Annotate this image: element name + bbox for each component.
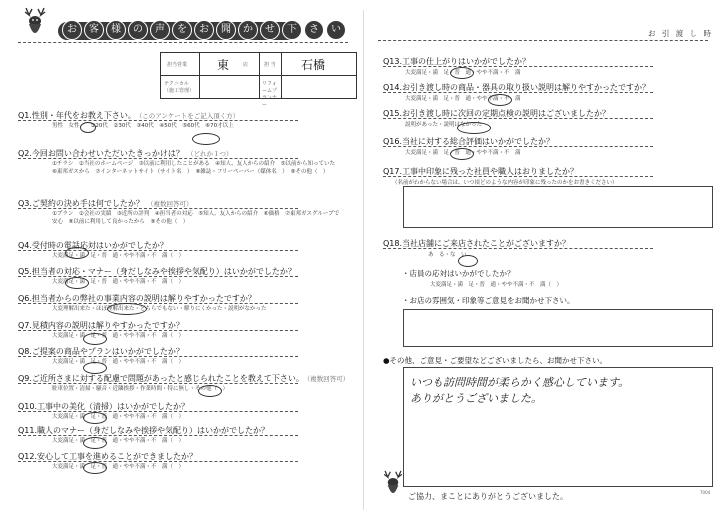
answer-circle — [192, 133, 220, 145]
q9-label: Q9.ご近所さまに対する配慮で問題があったと感じられたことを教えて下さい。 — [18, 374, 304, 383]
design-label: 担 当 — [264, 62, 276, 68]
q4-label: Q4.受付時の電話応対はいかがでしたか？ — [18, 241, 168, 250]
store-atmosphere-question: ・お店の雰囲気・印象等ご意見をお聞かせ下さい。 — [402, 296, 575, 305]
sales-label: 担当営業 — [167, 62, 188, 68]
question-rule — [18, 411, 298, 412]
handwritten-comment-line2: ありがとうございました。 — [410, 392, 542, 405]
q14-question: Q14.お引き渡し時の商品・器具の取り扱い説明は解りやすかったですか？ — [383, 83, 651, 92]
title-char: 聞 — [216, 20, 236, 40]
question-rule — [383, 66, 653, 67]
question-rule — [18, 120, 298, 121]
handover-label: お 引 渡 し 時 — [648, 29, 714, 38]
q16-options[interactable]: 大変満足・満 足・普 通・やや不満・不 満 — [405, 150, 521, 156]
q6-options[interactable]: 大変理解出来た・ほぼ理解出来た・どちらでもない・解りにくかった・説明がなかった — [52, 306, 267, 312]
q14-options[interactable]: 大変満足・満 足・普 通・やや不満・不 満 — [405, 96, 521, 102]
q2-label: Q2.今回お問い合わせいただいたきっかけは？ — [18, 149, 184, 158]
q3-options[interactable]: ①プラン ②会社の実績 ③近所の評判 ④担当者の対応 ⑤知人、友人からの紹介 ⑥価格 ⑦東邦ガスグループで安心 ⑧以前に利用して良かったから ⑨その他（ ） — [52, 211, 340, 225]
comments-label: ●その他、ご意見・ご要望などございましたら、お聞かせ下さい。 — [383, 356, 608, 365]
q12-label: Q12.安心して工事を進めることができましたか？ — [18, 452, 198, 461]
sales-name: 東 — [217, 58, 230, 72]
q4-options[interactable]: 大変満足・満 足・普 通・やや不満・不 満（ ） — [52, 253, 185, 259]
q7-label: Q7.見積内容の説明は解りやすかったですか？ — [18, 321, 184, 330]
title-char: さ — [304, 20, 324, 40]
q13-question: Q13.工事の仕上がりはいかがでしたか？ — [383, 57, 531, 66]
title-char: お — [62, 20, 82, 40]
answer-circle — [83, 437, 107, 449]
question-rule — [18, 250, 298, 251]
q9-hint: （複数回答可） — [306, 375, 350, 383]
q1-options[interactable]: 男性 女性 ①20代 ②30代 ③40代 ④50代 ⑤60代 ⑥70才以上 — [52, 123, 234, 129]
q16-question: Q16.当社に対する総合評価はいかがでしたか？ — [383, 137, 555, 146]
q2-options[interactable]: ①チラシ ②当社のホームページ ③以前に利用したことがある ④知人、友人からの紹介 ⑤以前から知っていた ⑥東邦ガスから ⑦インターネットサイト（サイト名 ） ⑧雑誌・フリーペーパー（媒体名 ） ⑨その他（ ） — [52, 161, 341, 175]
question-rule — [18, 383, 298, 384]
answer-circle — [450, 67, 474, 79]
planner-label: リフォームプランナー — [262, 81, 278, 108]
q10-options[interactable]: 大変満足・満 足・普 通・やや不満・不 満（ ） — [52, 414, 185, 420]
handwritten-comment-line1: いつも訪問時間が柔らかく感心しています。 — [410, 376, 630, 389]
answer-circle — [457, 122, 491, 134]
deer-logo-icon — [18, 6, 52, 42]
design-name: 石橋 — [301, 58, 326, 72]
q17-answer-box[interactable] — [403, 186, 713, 228]
answer-circle — [458, 255, 478, 267]
header-rule — [18, 42, 348, 43]
question-rule — [383, 146, 653, 147]
q7-options[interactable]: 大変満足・満 足・普 通・やや不満・不 満（ ） — [52, 333, 185, 339]
q1-label: Q1.性別・年代をお教え下さい。 — [18, 111, 136, 120]
q5-label: Q5.担当者の対応・マナー（身だしなみや挨拶や気配り）はいかがでしたか？ — [18, 267, 296, 276]
q1-hint: （このアンケートをご記入頂く方） — [138, 112, 240, 120]
store-service-question: ・店員の応対はいかがでしたか？ — [402, 269, 515, 278]
q15-question: Q15.お引き渡し時に次回の定期点検の説明はございましたか？ — [383, 109, 611, 118]
answer-circle — [83, 333, 107, 345]
title-char: 様 — [106, 20, 126, 40]
tech-label: テクニカル（施工管理） — [164, 81, 195, 94]
header-rule-right — [378, 40, 708, 41]
q5-options[interactable]: 大変満足・満 足・普 通・やや不満・不 満（ ） — [52, 279, 185, 285]
question-rule — [383, 176, 653, 177]
answer-circle — [450, 148, 474, 160]
q3-hint: （複数回答可） — [146, 200, 193, 208]
page-title — [62, 20, 346, 40]
title-char: 声 — [150, 20, 170, 40]
store-atmosphere-box[interactable] — [403, 309, 713, 347]
thanks-message: ご協力、まことにありがとうございました。 — [408, 492, 568, 501]
store-service-options: 大変満足・満 足・普 通・やや不満・不 満（ ） — [430, 282, 563, 288]
q17-options[interactable]: （名前がわからない場合は、いつ頃どのような内容が印象に残ったのかをお書きください） — [392, 180, 618, 186]
question-rule — [18, 461, 298, 462]
answer-circle — [83, 462, 107, 474]
question-rule — [18, 435, 298, 436]
question-rule — [18, 356, 298, 357]
q9-options[interactable]: 駐車位置・清掃・騒音・近隣挨拶・作業時間・特に無し・その他（ ） — [52, 386, 229, 392]
title-char: せ — [260, 20, 280, 40]
q13-options[interactable]: 大変満足・満 足・普 通・やや不満・不 満 — [405, 70, 521, 76]
question-rule — [18, 158, 298, 159]
question-rule — [383, 92, 653, 93]
question-rule — [18, 208, 298, 209]
q6-label: Q6.担当者からの弊社の事業内容の説明は解りやすかったですか？ — [18, 294, 256, 303]
q11-label: Q11.職人のマナー（身だしなみや挨拶や気配り）はいかがでしたか？ — [18, 426, 270, 435]
staff-box — [160, 52, 357, 108]
title-char: 下 — [282, 20, 302, 40]
q17-question: Q17.工事中印象に残った社員や職人はおりましたか？ — [383, 167, 579, 176]
answer-circle — [107, 303, 147, 315]
q10-label: Q10.工事中の美化（清掃）はいかがでしたか？ — [18, 402, 190, 411]
question-rule — [383, 248, 653, 249]
title-char: か — [238, 20, 258, 40]
q15-options[interactable]: 説明があった・説明はなかった — [405, 122, 482, 128]
title-char: 客 — [84, 20, 104, 40]
store-label: 店 — [243, 62, 249, 68]
question-rule — [18, 303, 298, 304]
q8-options[interactable]: 大変満足・満 足・普 通・やや不満・不 満（ ） — [52, 359, 185, 365]
page-divider — [363, 10, 364, 510]
q3-label: Q3.ご契約の決め手は何でしたか？ — [18, 199, 144, 208]
title-char: の — [128, 20, 148, 40]
question-rule — [383, 118, 653, 119]
title-char: を — [172, 20, 192, 40]
q11-options[interactable]: 大変満足・満 足・普 通・やや不満・不 満（ ） — [52, 438, 185, 444]
page-code: 7004 — [700, 490, 711, 495]
title-char: い — [326, 20, 346, 40]
title-char: お — [194, 20, 214, 40]
answer-circle — [65, 277, 89, 289]
q8-label: Q8.ご提案の商品やプランはいかがでしたか？ — [18, 347, 184, 356]
q18-options[interactable]: あ る・な い — [428, 252, 467, 258]
answer-circle — [488, 94, 512, 106]
question-rule — [18, 330, 298, 331]
question-rule — [18, 276, 298, 277]
answer-circle — [198, 385, 222, 397]
q18-question: Q18.当社店舗にご来店されたことがございますか？ — [383, 239, 571, 248]
answer-circle — [83, 362, 107, 374]
answer-circle — [65, 247, 89, 259]
answer-circle — [83, 412, 107, 424]
q2-hint: （どれか１つ） — [186, 150, 233, 158]
deer-footer-icon — [378, 468, 408, 502]
q12-options[interactable]: 大変満足・満 足・普 通・やや不満・不 満（ ） — [52, 464, 185, 470]
answer-circle — [80, 122, 96, 133]
